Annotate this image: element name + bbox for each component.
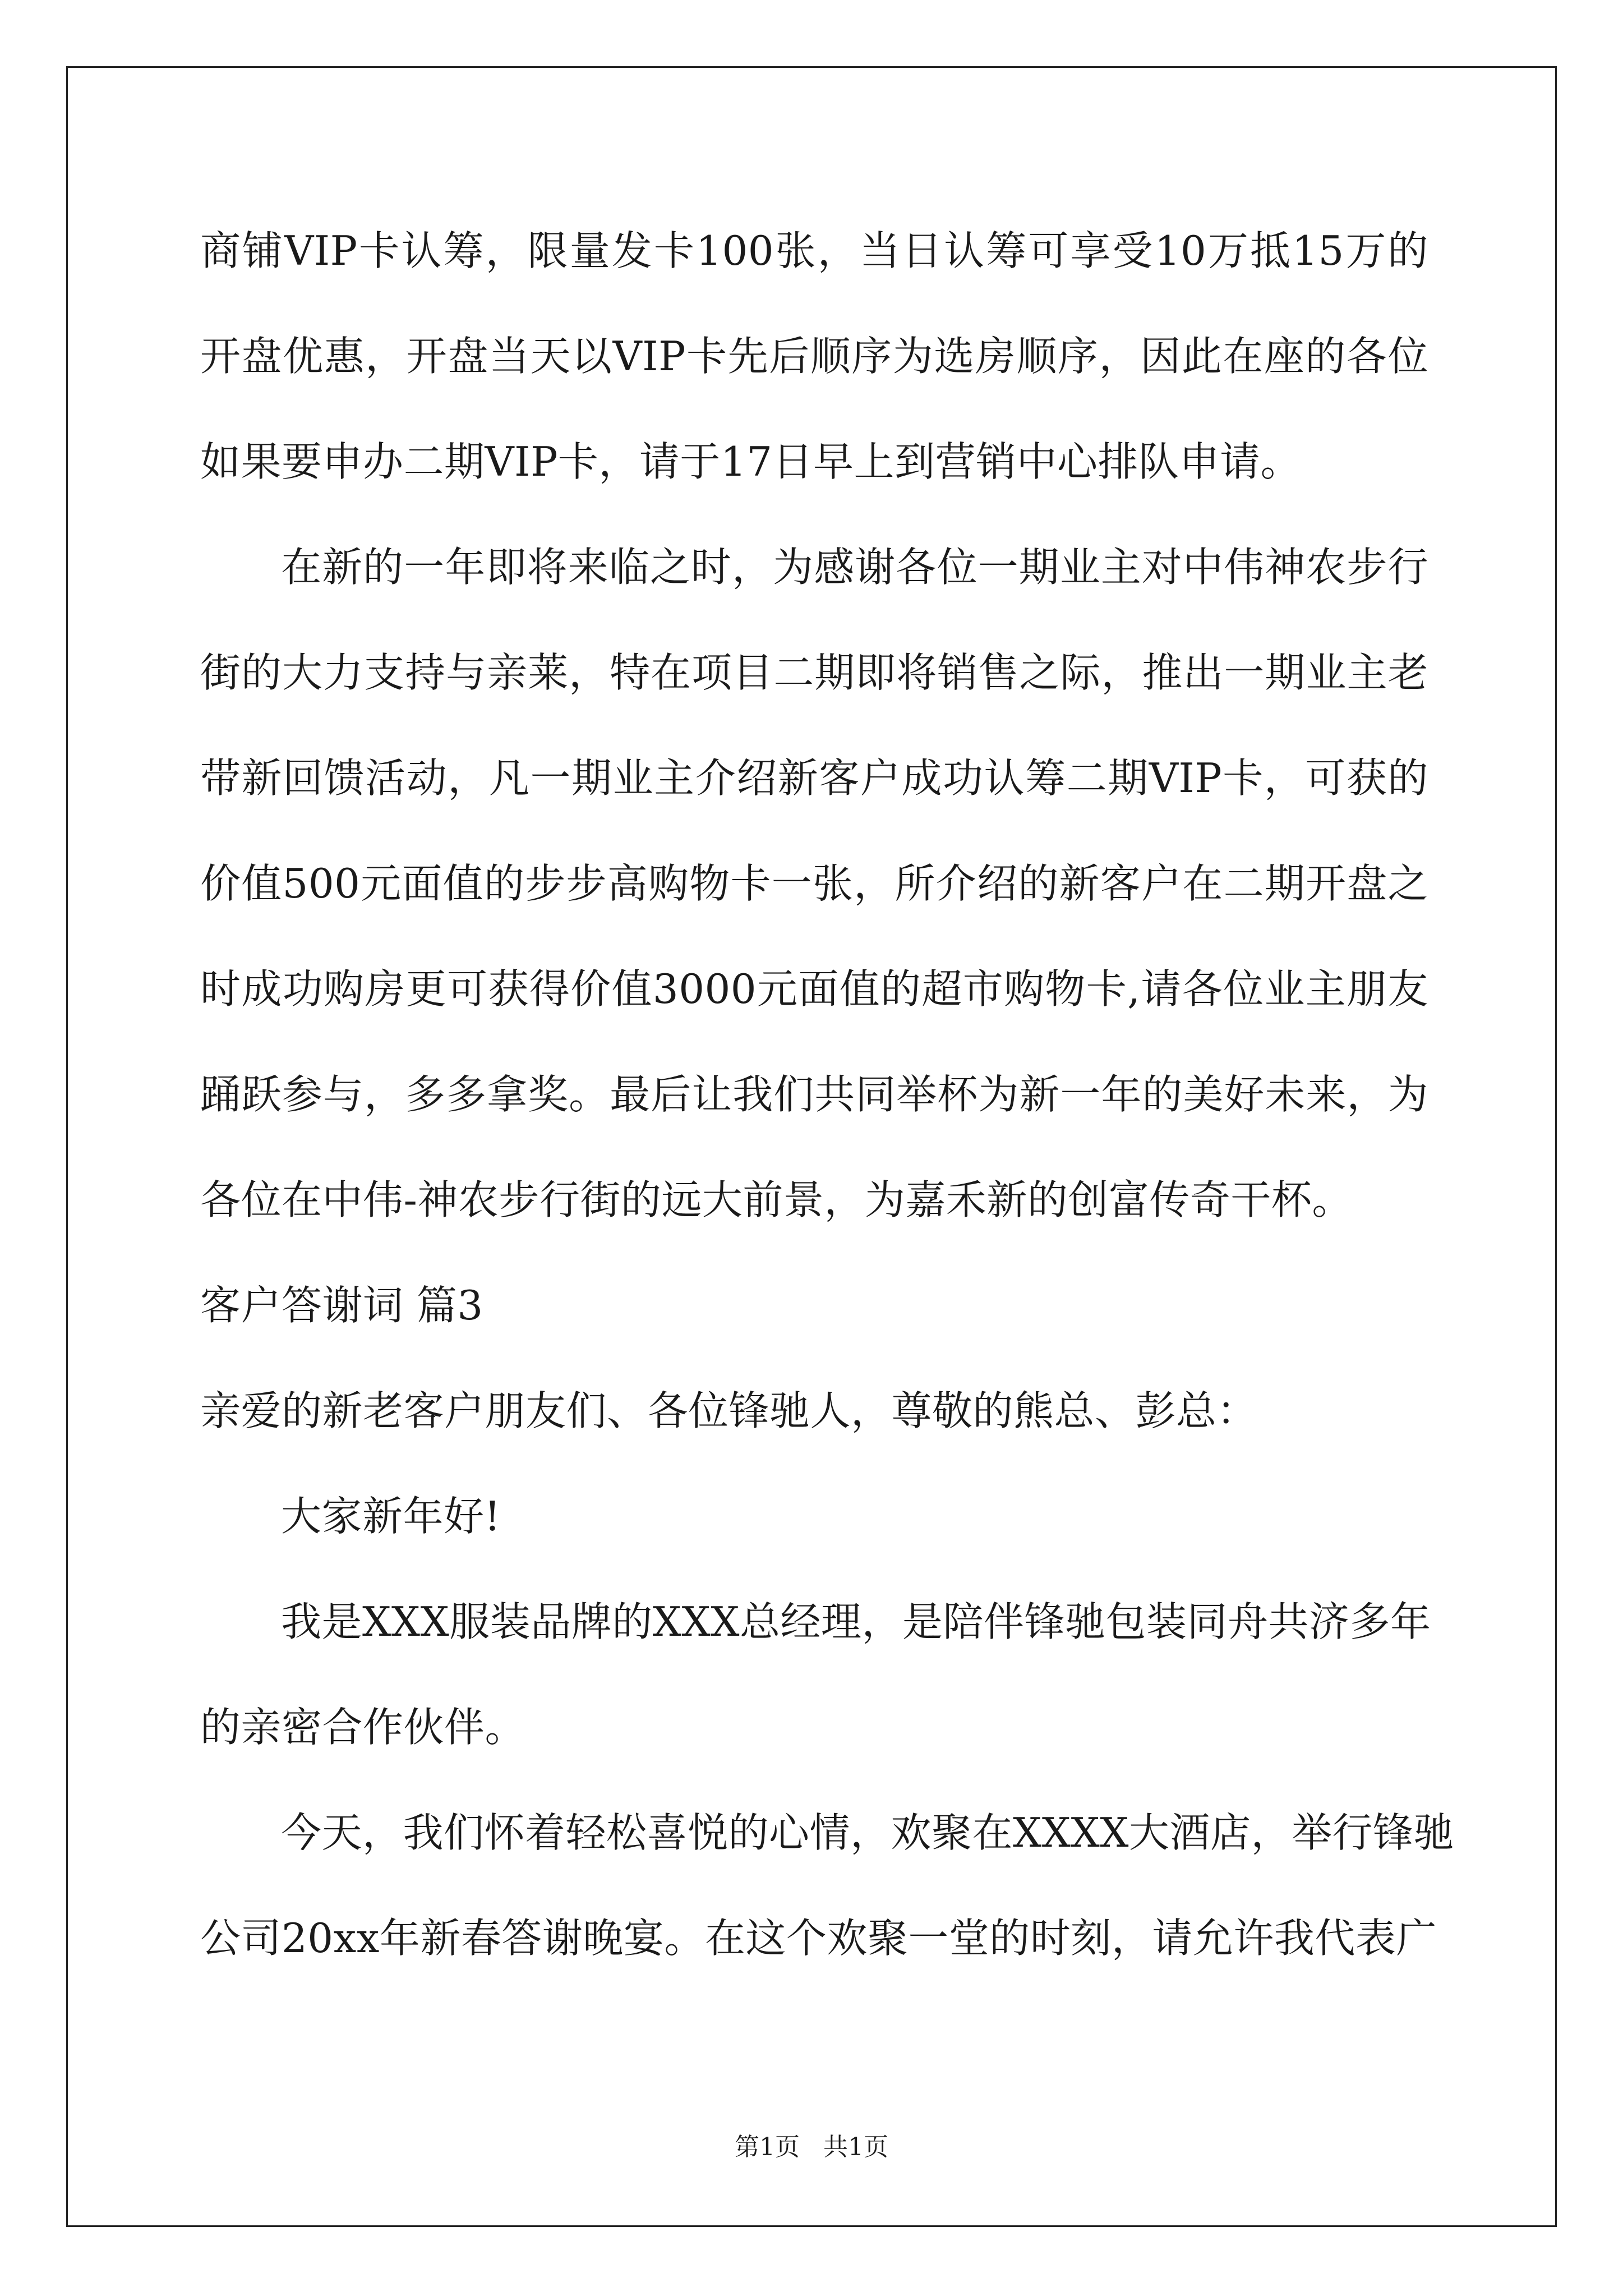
- text-line: 踊跃参与，多多拿奖。最后让我们共同举杯为新一年的美好未来，为: [200, 1071, 1428, 1118]
- text-line: 带新回馈活动，凡一期业主介绍新客户成功认筹二期VIP卡，可获的: [200, 754, 1428, 802]
- text-line: 如果要申办二期VIP卡，请于17日早上到营销中心排队申请。: [200, 438, 1302, 485]
- text-line: 街的大力支持与亲莱，特在项目二期即将销售之际，推出一期业主老: [200, 649, 1428, 696]
- page-number-footer: 第1页 共1页: [735, 2133, 888, 2161]
- section-heading: 客户答谢词 篇3: [200, 1282, 483, 1329]
- text-line: 商铺VIP卡认筹，限量发卡100张，当日认筹可享受10万抵15万的: [200, 227, 1428, 274]
- salutation: 亲爱的新老客户朋友们、各位锋驰人，尊敬的熊总、彭总：: [200, 1387, 1258, 1434]
- text-line: 各位在中伟-神农步行街的远大前景，为嘉禾新的创富传奇干杯。: [200, 1176, 1353, 1223]
- text-line: 我是XXX服装品牌的XXX总经理，是陪伴锋驰包装同舟共济多年: [281, 1598, 1431, 1645]
- text-line: 的亲密合作伙伴。: [200, 1704, 526, 1751]
- text-line: 今天，我们怀着轻松喜悦的心情，欢聚在XXXX大酒店，举行锋驰: [281, 1809, 1455, 1856]
- greeting: 大家新年好!: [281, 1493, 501, 1540]
- page-border: [66, 66, 1557, 2227]
- text-line: 在新的一年即将来临之时，为感谢各位一期业主对中伟神农步行: [281, 544, 1428, 591]
- text-line: 开盘优惠，开盘当天以VIP卡先后顺序为选房顺序，因此在座的各位: [200, 333, 1428, 380]
- text-line: 价值500元面值的步步高购物卡一张，所介绍的新客户在二期开盘之: [200, 860, 1428, 907]
- text-line: 公司20xx年新春答谢晚宴。在这个欢聚一堂的时刻，请允许我代表广: [200, 1915, 1437, 1962]
- text-line: 时成功购房更可获得价值3000元面值的超市购物卡,请各位业主朋友: [200, 965, 1428, 1013]
